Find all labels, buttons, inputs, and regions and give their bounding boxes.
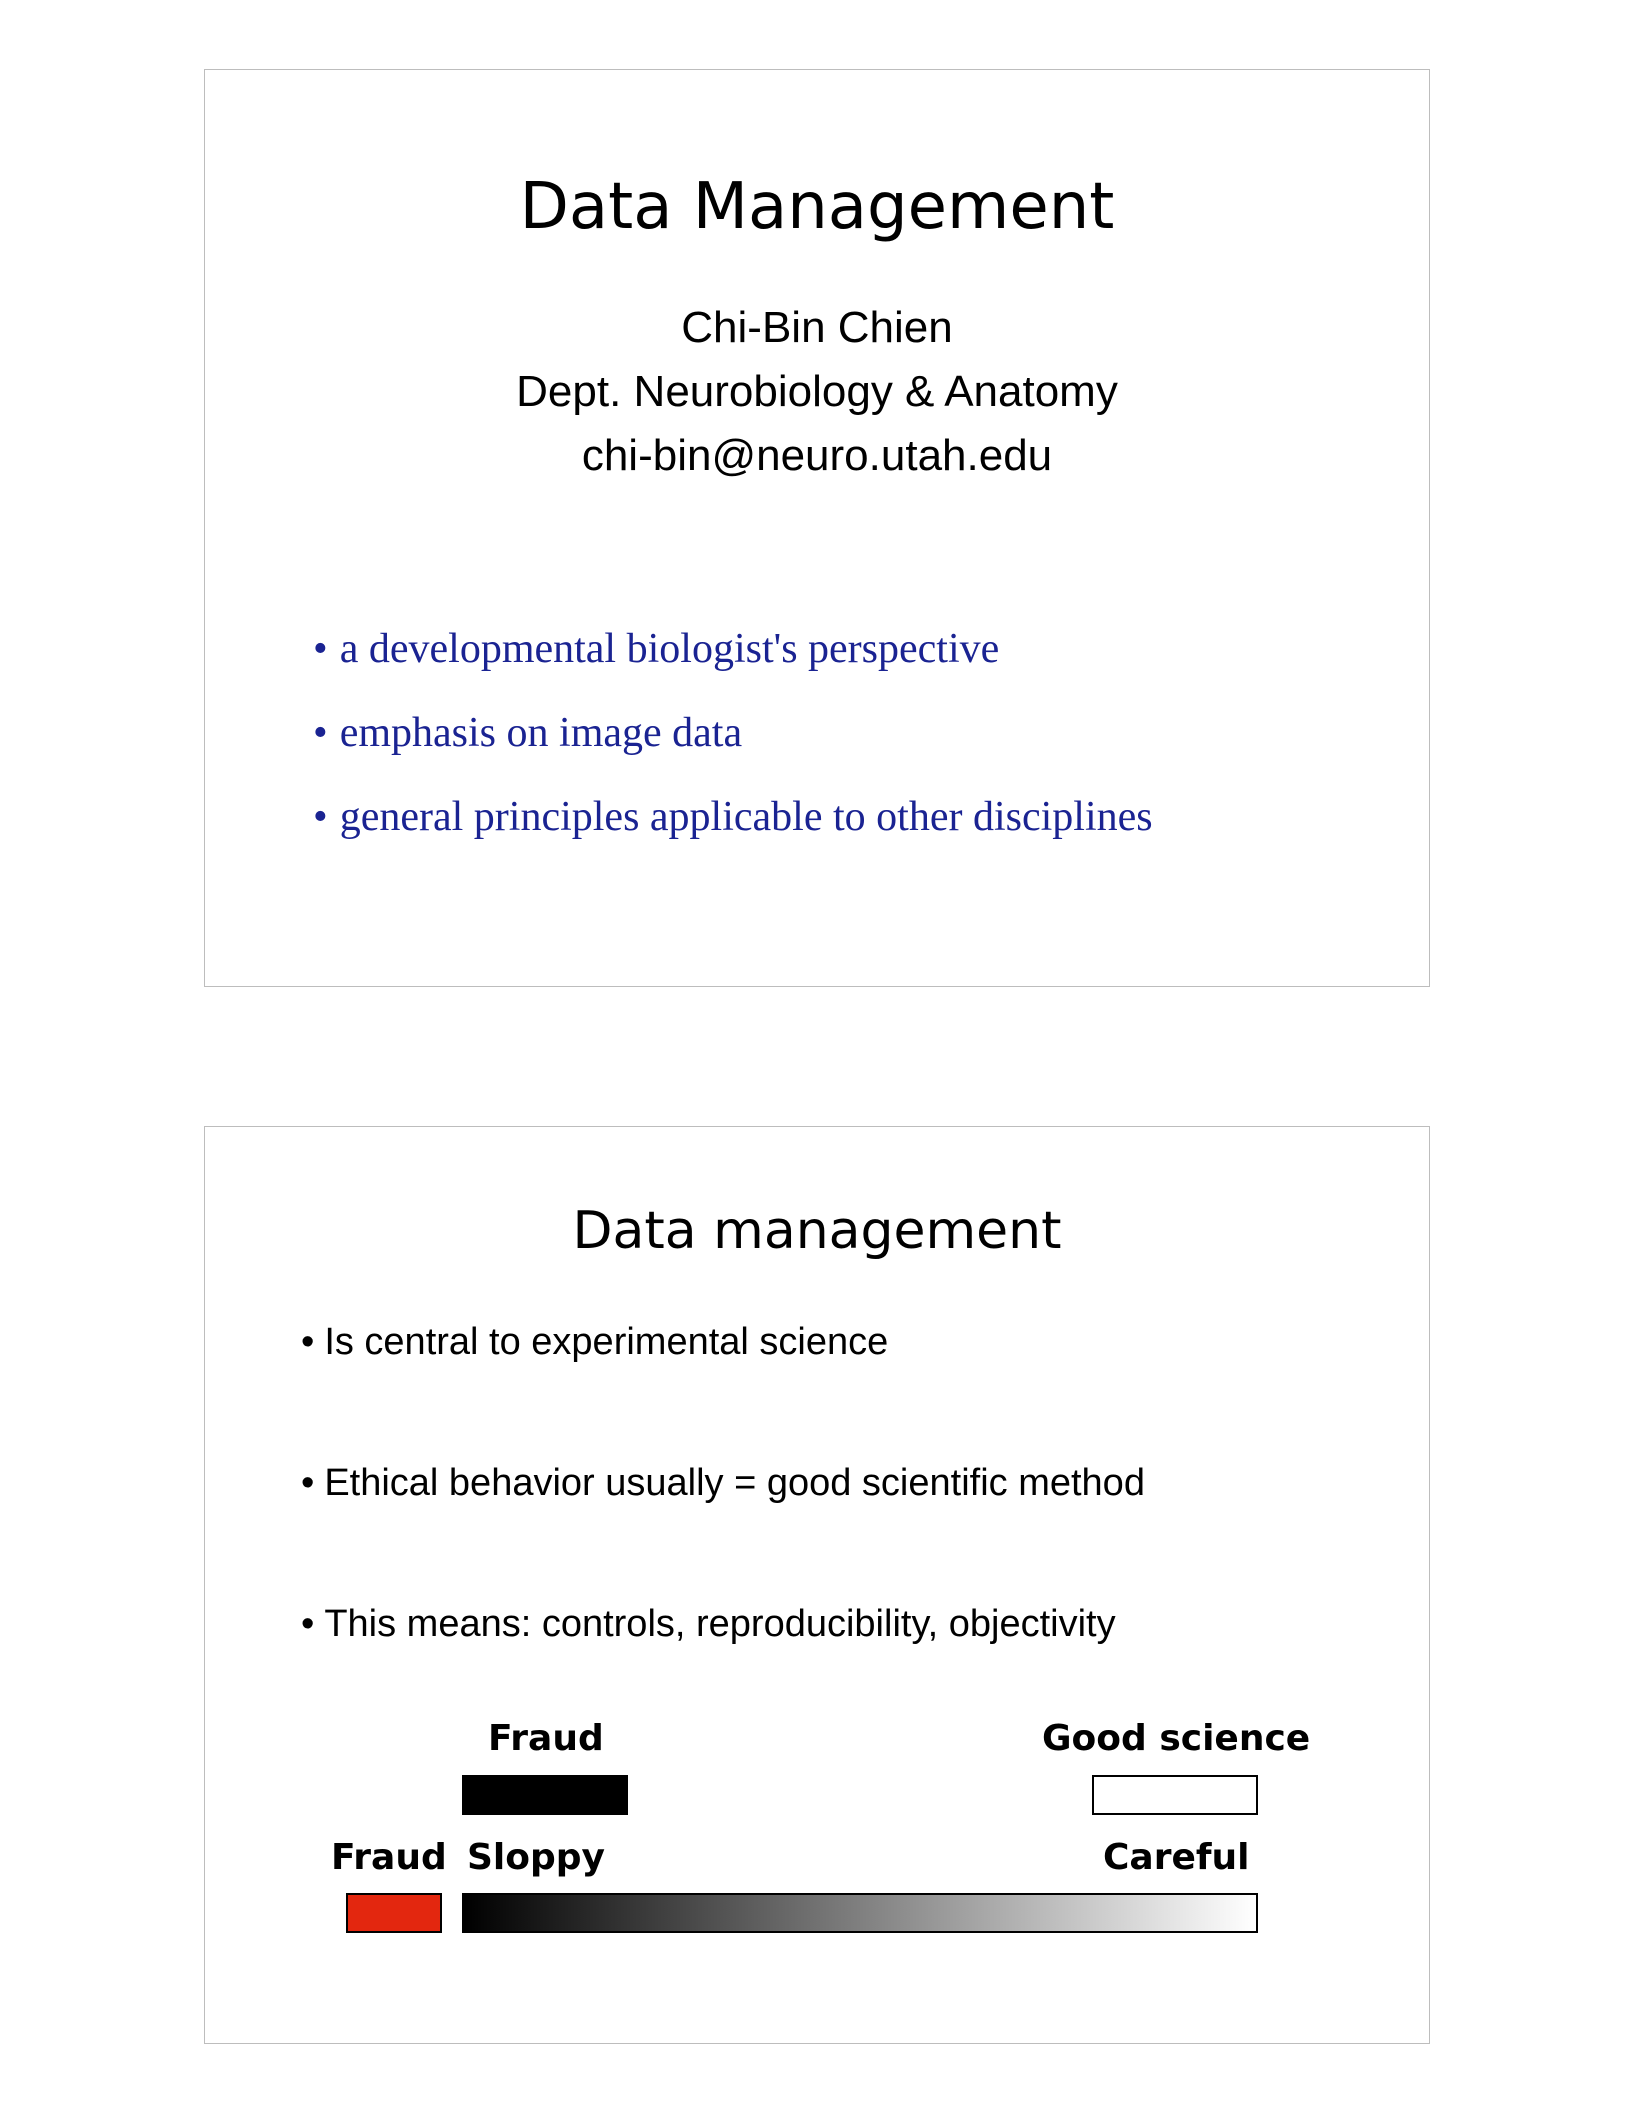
slide-2 [204,1126,1430,2044]
bullet-item: • a developmental biologist's perspective [313,625,1153,709]
author-department: Dept. Neurobiology & Anatomy [516,367,1118,416]
slide-title: Data Management [519,170,1115,244]
fraud-red-box [346,1893,442,1933]
author-block [205,296,1429,488]
fraud-label-top: Fraud [488,1718,604,1759]
fraud-box [462,1775,628,1815]
author-email: chi-bin@neuro.utah.edu [581,431,1053,480]
good-science-label: Good science [1042,1718,1311,1759]
slide-1 [204,69,1430,987]
bullet-item: • general principles applicable to other disciplines [313,793,1153,877]
bullet-item: • This means: controls, reproducibility, objectivity [301,1603,1145,1744]
bullet-item: • Is central to experimental science [301,1321,1145,1462]
author-name: Chi-Bin Chien [681,303,953,352]
slide-title: Data management [572,1201,1062,1261]
bullet-list [301,1321,1145,1744]
sloppy-to-careful-gradient-bar [462,1893,1258,1933]
good-science-box [1092,1775,1258,1815]
fraud-label-bottom: Fraud [331,1837,447,1878]
bullet-list [313,625,1153,877]
sloppy-label: Sloppy [467,1837,606,1878]
careful-label: Careful [1103,1837,1250,1878]
bullet-item: • Ethical behavior usually = good scientific method [301,1462,1145,1603]
bullet-item: • emphasis on image data [313,709,1153,793]
